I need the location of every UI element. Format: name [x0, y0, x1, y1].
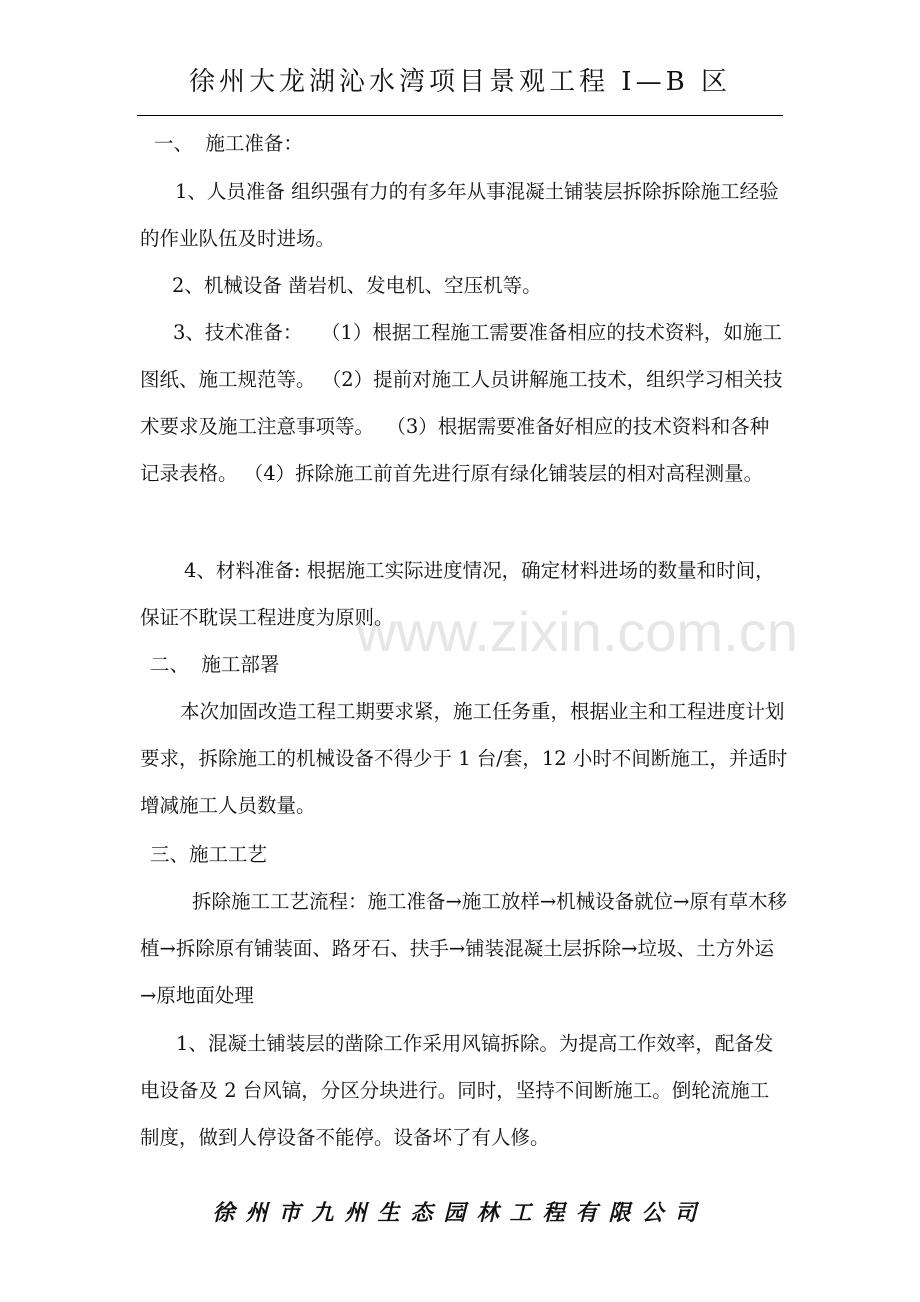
page-header-title: 徐州大龙湖沁水湾项目景观工程 I—B 区: [189, 67, 731, 97]
paragraph-process-flow: 拆除施工工艺流程：施工准备→施工放样→机械设备就位→原有草木移植→拆除原有铺装面、路牙石、扶手→铺装混凝土层拆除→垃圾、土方外运→原地面处理: [140, 890, 788, 1007]
paragraph-machinery: 2、机械设备 凿岩机、发电机、空压机等。: [172, 274, 542, 297]
paragraph-deployment: 本次加固改造工程工期要求紧，施工任务重，根据业主和工程进度计划要求，拆除施工的机械设备不得少于 1 台/套，12 小时不间断施工，并适时增减施工人员数量。: [140, 700, 788, 817]
paragraph-technical: 3、技术准备： （1）根据工程施工需要准备相应的技术资料，如施工图纸、施工规范等。 （2）提前对施工人员讲解施工技术，组织学习相关技术要求及施工注意事项等。 （3）根据需要准备好相应的技术资料和各种记录表格。 （4）拆除施工前首先进行原有绿化铺装层的相对高程测量。: [140, 321, 783, 485]
section-heading-preparation: 一、 施工准备：: [154, 132, 303, 155]
header-divider: [137, 115, 783, 116]
paragraph-personnel: 1、人员准备 组织强有力的有多年从事混凝土铺装层拆除拆除施工经验的作业队伍及时进场。: [140, 180, 779, 250]
section-heading-process: 三、施工工艺: [150, 843, 268, 866]
section-heading-deployment: 二、 施工部署: [150, 653, 280, 676]
footer-company-name: 徐州市九州生态园林工程有限公司: [212, 1200, 708, 1226]
paragraph-demolition: 1、混凝土铺装层的凿除工作采用风镐拆除。为提高工作效率，配备发电设备及 2 台风镐，分区分块进行。同时，坚持不间断施工。倒轮流施工制度，做到人停设备不能停。设备坏了有人修。: [140, 1032, 774, 1149]
paragraph-materials: 4、材料准备: 根据施工实际进度情况，确定材料进场的数量和时间，保证不耽误工程进度为原则。: [140, 559, 775, 629]
watermark: www.zixin.com.cn: [356, 600, 798, 663]
